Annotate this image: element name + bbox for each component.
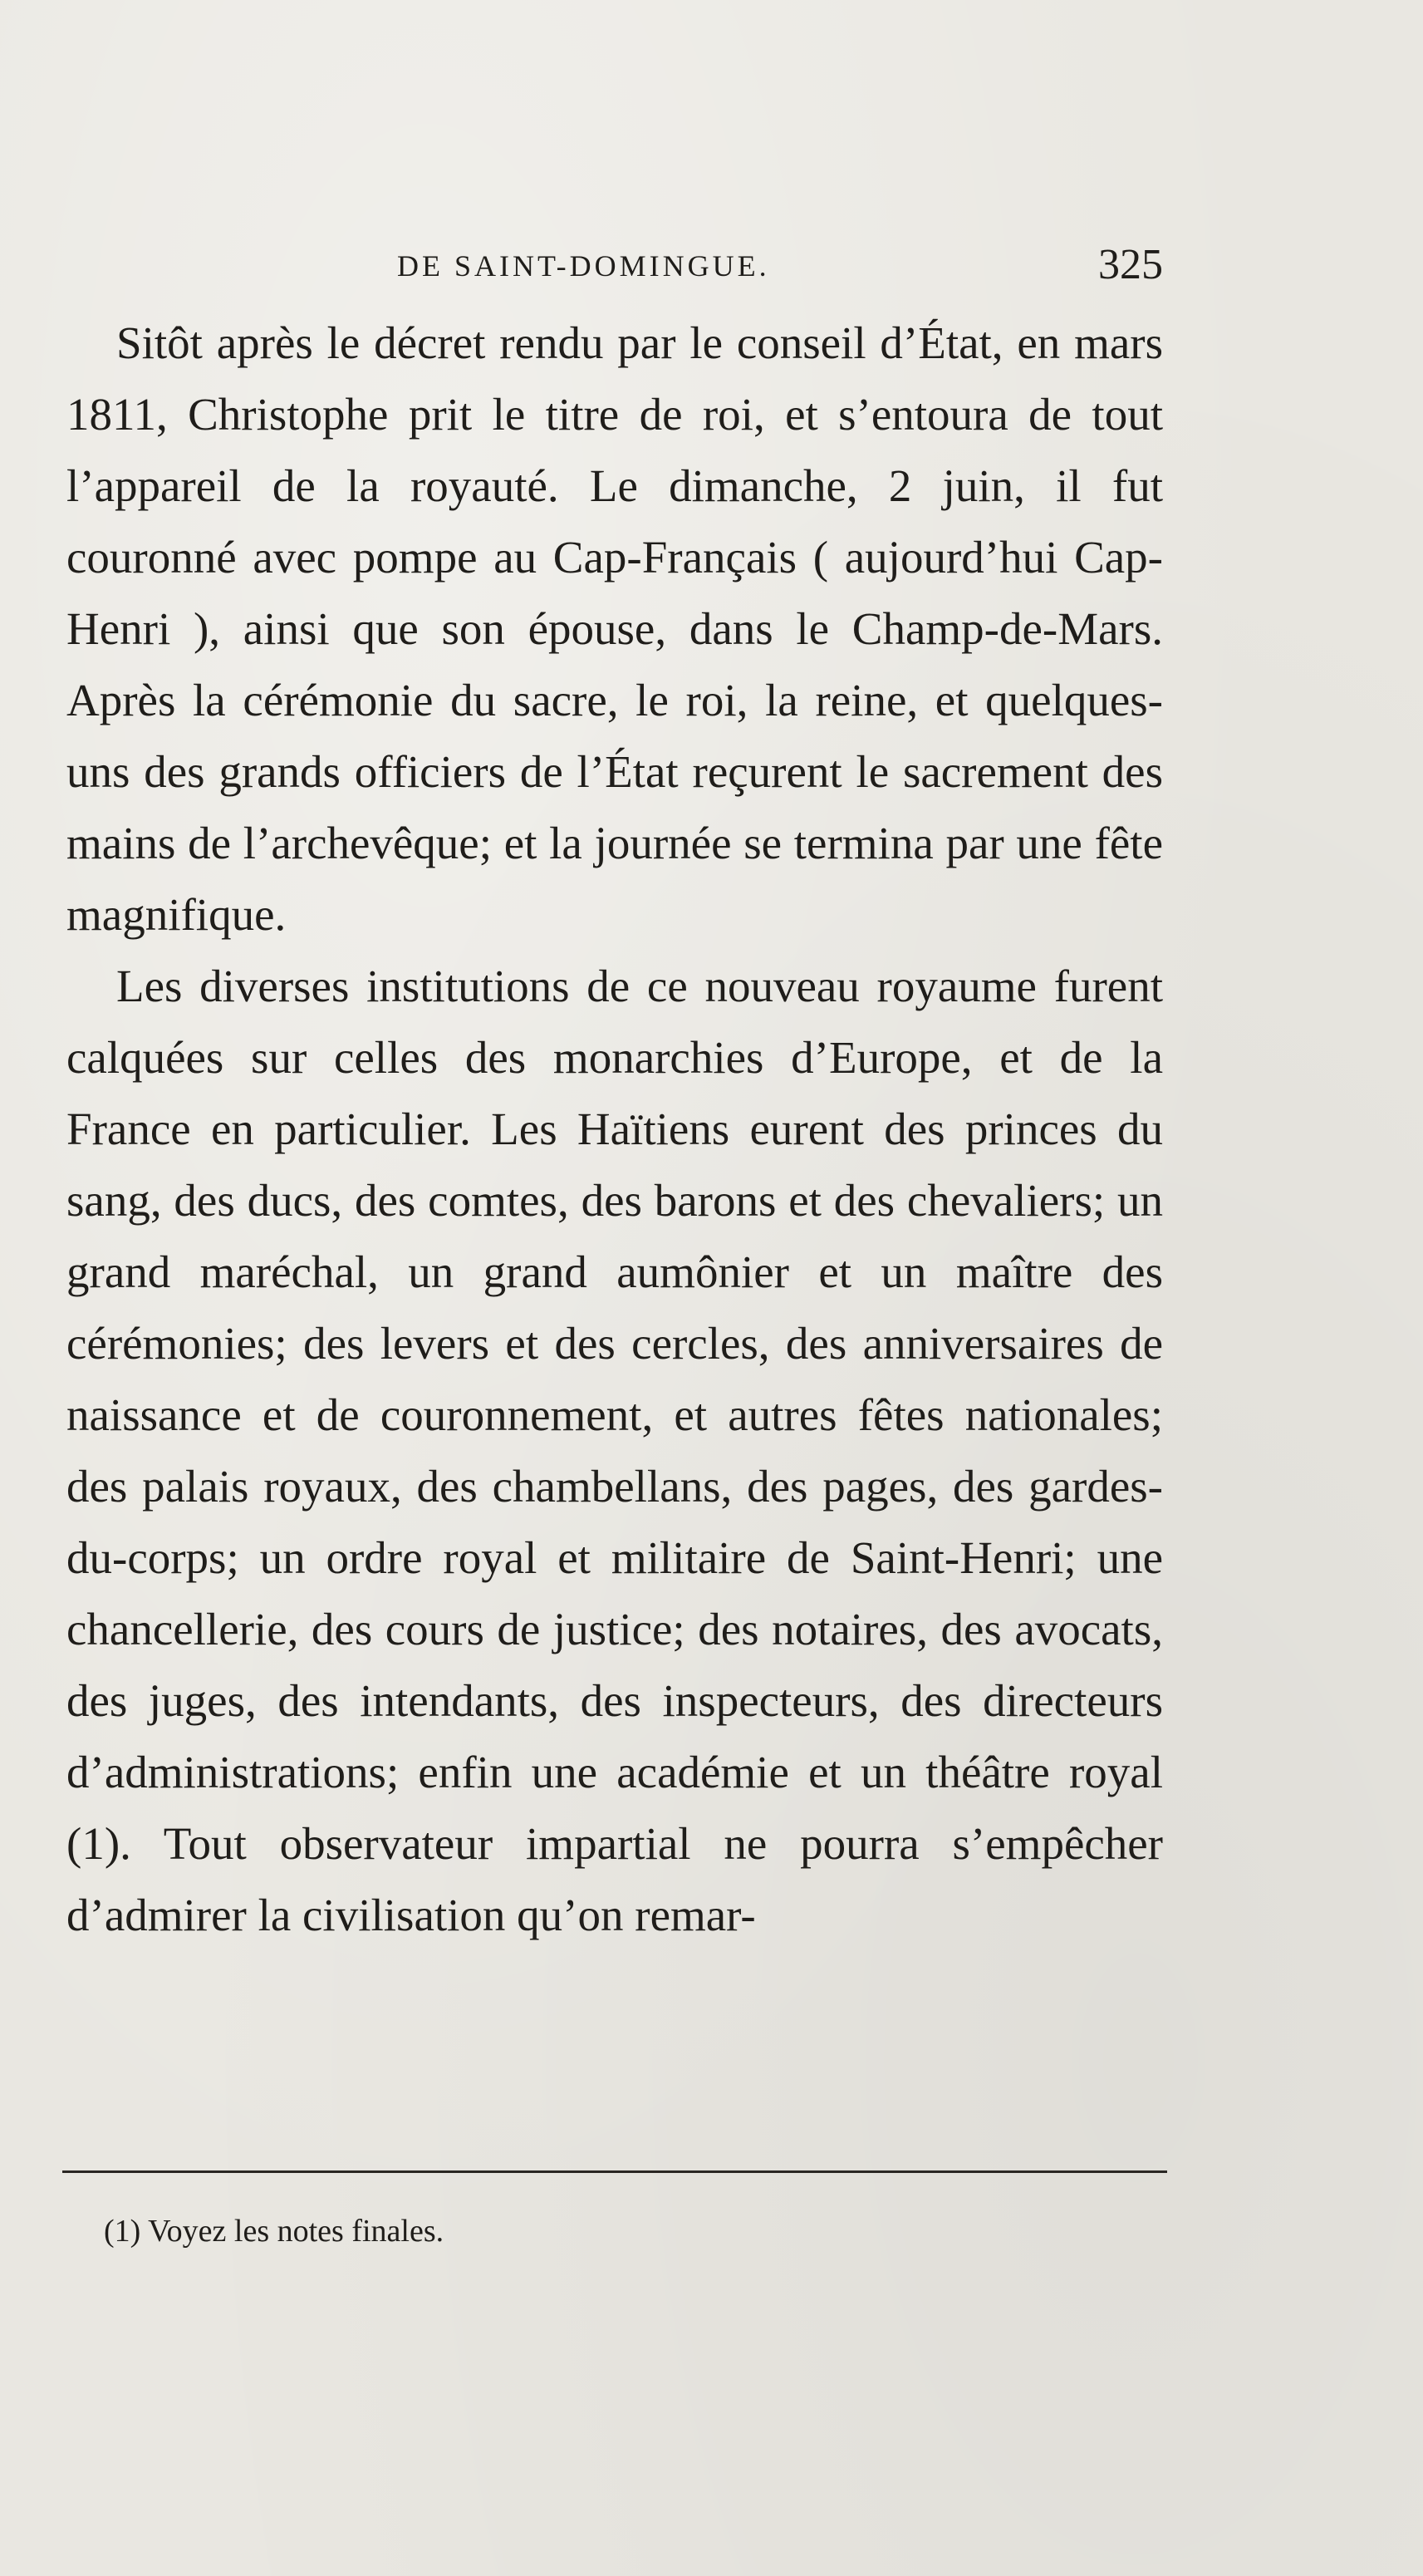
footnote: (1) Voyez les notes finales.: [104, 2214, 444, 2249]
paragraph: Les diverses institutions de ce nouveau royaume furent calquées sur celles des monarchies d’Europe, et de la France en particulier. Les Haïtiens eurent des princes du sang, des ducs, des comtes, des barons et des chevaliers; un grand maréchal, un grand aumônier et un maître des cérémonies; des levers et des cercles, des anniversaires de naissance et de couronnement, et autres fêtes nationales; des palais royaux, des chambellans, des pages, des gardes-du-corps; un ordre royal et militaire de Saint-Henri; une chancellerie, des cours de justice; des notaires, des avocats, des juges, des intendants, des inspecteurs, des directeurs d’administrations; enfin une académie et un théâtre royal (1). Tout observateur impartial ne pourra s’empêcher d’admirer la civilisation qu’on remar-: [66, 961, 1163, 1940]
page-number: 325: [1098, 241, 1163, 288]
running-head: DE SAINT-DOMINGUE.: [397, 249, 770, 283]
footnote-rule: [62, 2170, 1167, 2173]
page-body: [66, 307, 1163, 1951]
paragraph: Sitôt après le décret rendu par le conseil d’État, en mars 1811, Christophe prit le titre de roi, et s’entoura de tout l’appareil de la royauté. Le dimanche, 2 juin, il fut couronné avec pompe au Cap-Français ( aujourd’hui Cap-Henri ), ainsi que son épouse, dans le Champ-de-Mars. Après la cérémonie du sacre, le roi, la reine, et quelques-uns des grands officiers de l’État reçurent le sacrement des mains de l’archevêque; et la journée se termina par une fête magnifique.: [66, 317, 1163, 940]
page-header: [108, 241, 1180, 291]
